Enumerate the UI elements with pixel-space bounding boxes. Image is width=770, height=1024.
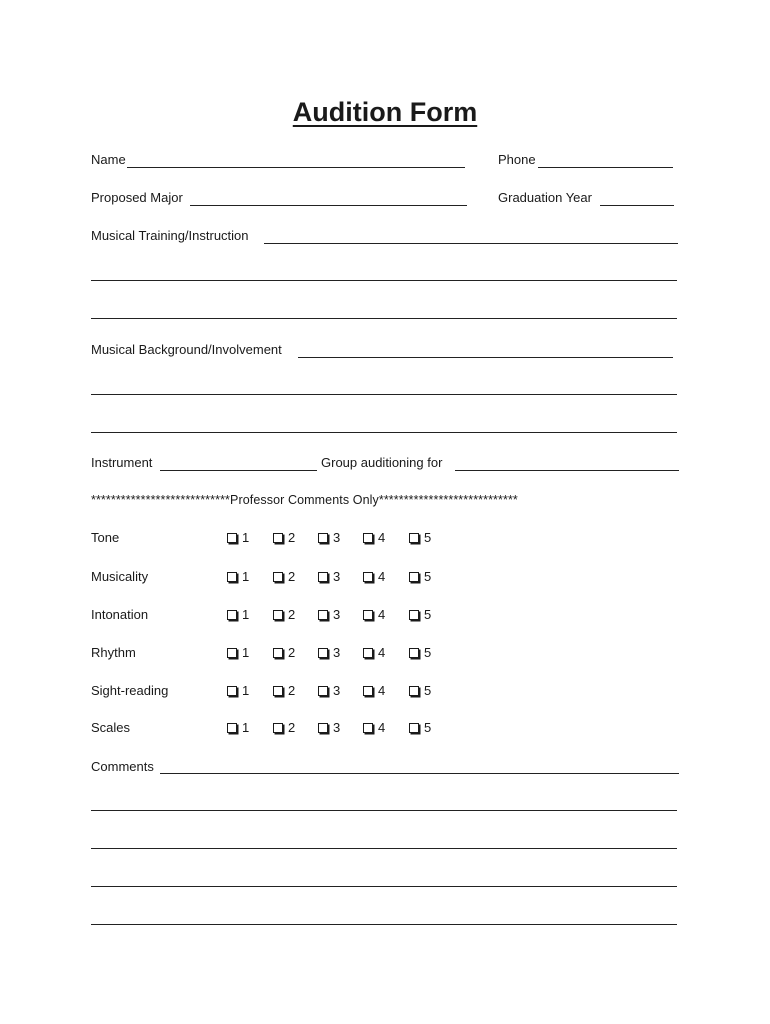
rating-label: Musicality bbox=[91, 569, 149, 584]
checkbox-icon[interactable] bbox=[363, 533, 373, 543]
instrument-line[interactable] bbox=[160, 470, 317, 471]
rating-option-label: 1 bbox=[242, 569, 250, 584]
rating-option-label: 1 bbox=[242, 683, 250, 698]
rating-option-4[interactable] bbox=[363, 720, 385, 736]
rating-option-label: 1 bbox=[242, 607, 250, 622]
rating-option-label: 5 bbox=[424, 720, 432, 735]
proposed-major-label: Proposed Major bbox=[91, 190, 183, 205]
rating-option-label: 4 bbox=[378, 720, 386, 735]
checkbox-icon[interactable] bbox=[227, 723, 237, 733]
rating-option-1[interactable] bbox=[227, 645, 249, 661]
rating-option-label: 2 bbox=[288, 607, 296, 622]
rating-option-2[interactable] bbox=[273, 530, 295, 546]
name-label: Name bbox=[91, 152, 126, 167]
rating-option-1[interactable] bbox=[227, 569, 249, 585]
rating-option-5[interactable] bbox=[409, 607, 431, 623]
rating-option-4[interactable] bbox=[363, 645, 385, 661]
checkbox-icon[interactable] bbox=[227, 648, 237, 658]
rating-label: Scales bbox=[91, 720, 131, 735]
rating-option-label: 4 bbox=[378, 530, 386, 545]
rating-option-3[interactable] bbox=[318, 683, 340, 699]
rating-option-label: 3 bbox=[333, 607, 341, 622]
rating-option-3[interactable] bbox=[318, 569, 340, 585]
comments-label: Comments bbox=[91, 759, 154, 774]
rating-option-label: 2 bbox=[288, 569, 296, 584]
checkbox-icon[interactable] bbox=[363, 648, 373, 658]
comments-line-4[interactable] bbox=[91, 886, 677, 887]
professor-comments-banner: ****************************Professor Comments Only**************************** bbox=[91, 493, 518, 507]
checkbox-icon[interactable] bbox=[227, 572, 237, 582]
rating-option-label: 3 bbox=[333, 683, 341, 698]
rating-label: Intonation bbox=[91, 607, 149, 622]
checkbox-icon[interactable] bbox=[273, 648, 283, 658]
instrument-label: Instrument bbox=[91, 455, 153, 470]
rating-option-label: 1 bbox=[242, 530, 250, 545]
checkbox-icon[interactable] bbox=[409, 648, 419, 658]
checkbox-icon[interactable] bbox=[318, 648, 328, 658]
checkbox-icon[interactable] bbox=[227, 686, 237, 696]
checkbox-icon[interactable] bbox=[318, 610, 328, 620]
rating-option-2[interactable] bbox=[273, 569, 295, 585]
checkbox-icon[interactable] bbox=[363, 610, 373, 620]
rating-option-4[interactable] bbox=[363, 683, 385, 699]
rating-option-2[interactable] bbox=[273, 683, 295, 699]
checkbox-icon[interactable] bbox=[273, 572, 283, 582]
rating-option-label: 5 bbox=[424, 607, 432, 622]
rating-option-3[interactable] bbox=[318, 720, 340, 736]
rating-option-label: 2 bbox=[288, 683, 296, 698]
musical-background-line[interactable] bbox=[298, 357, 673, 358]
rating-option-label: 3 bbox=[333, 645, 341, 660]
checkbox-icon[interactable] bbox=[409, 610, 419, 620]
rating-option-2[interactable] bbox=[273, 645, 295, 661]
rating-option-2[interactable] bbox=[273, 607, 295, 623]
checkbox-icon[interactable] bbox=[409, 533, 419, 543]
rating-option-4[interactable] bbox=[363, 569, 385, 585]
rating-label: Rhythm bbox=[91, 645, 136, 660]
rating-option-label: 5 bbox=[424, 645, 432, 660]
checkbox-icon[interactable] bbox=[318, 686, 328, 696]
checkbox-icon[interactable] bbox=[409, 723, 419, 733]
rating-option-label: 1 bbox=[242, 645, 250, 660]
rating-option-1[interactable] bbox=[227, 683, 249, 699]
checkbox-icon[interactable] bbox=[363, 686, 373, 696]
checkbox-icon[interactable] bbox=[273, 610, 283, 620]
checkbox-icon[interactable] bbox=[273, 723, 283, 733]
rating-option-label: 2 bbox=[288, 720, 296, 735]
checkbox-icon[interactable] bbox=[409, 686, 419, 696]
rating-option-3[interactable] bbox=[318, 607, 340, 623]
rating-option-5[interactable] bbox=[409, 720, 431, 736]
musical-training-line-2[interactable] bbox=[91, 280, 677, 281]
group-label: Group auditioning for bbox=[321, 455, 443, 470]
checkbox-icon[interactable] bbox=[227, 610, 237, 620]
rating-option-label: 5 bbox=[424, 569, 432, 584]
name-line[interactable] bbox=[127, 167, 465, 168]
musical-training-line[interactable] bbox=[264, 243, 678, 244]
rating-option-2[interactable] bbox=[273, 720, 295, 736]
rating-option-3[interactable] bbox=[318, 530, 340, 546]
checkbox-icon[interactable] bbox=[318, 533, 328, 543]
comments-line[interactable] bbox=[160, 773, 679, 774]
checkbox-icon[interactable] bbox=[363, 572, 373, 582]
checkbox-icon[interactable] bbox=[273, 686, 283, 696]
comments-line-5[interactable] bbox=[91, 924, 677, 925]
comments-line-3[interactable] bbox=[91, 848, 677, 849]
rating-option-label: 3 bbox=[333, 720, 341, 735]
rating-option-label: 4 bbox=[378, 683, 386, 698]
proposed-major-line[interactable] bbox=[190, 205, 467, 206]
rating-option-label: 5 bbox=[424, 530, 432, 545]
group-line[interactable] bbox=[455, 470, 679, 471]
musical-background-label: Musical Background/Involvement bbox=[91, 342, 282, 357]
phone-label: Phone bbox=[498, 152, 536, 167]
rating-label: Sight-reading bbox=[91, 683, 169, 698]
rating-option-label: 4 bbox=[378, 607, 386, 622]
checkbox-icon[interactable] bbox=[409, 572, 419, 582]
graduation-year-label: Graduation Year bbox=[498, 190, 592, 205]
checkbox-icon[interactable] bbox=[227, 533, 237, 543]
rating-option-label: 4 bbox=[378, 569, 386, 584]
rating-option-label: 2 bbox=[288, 645, 296, 660]
musical-training-line-3[interactable] bbox=[91, 318, 677, 319]
rating-option-label: 1 bbox=[242, 720, 250, 735]
rating-option-4[interactable] bbox=[363, 530, 385, 546]
checkbox-icon[interactable] bbox=[318, 723, 328, 733]
rating-option-5[interactable] bbox=[409, 530, 431, 546]
rating-option-3[interactable] bbox=[318, 645, 340, 661]
phone-line[interactable] bbox=[538, 167, 673, 168]
rating-option-label: 3 bbox=[333, 569, 341, 584]
rating-label: Tone bbox=[91, 530, 120, 545]
musical-training-label: Musical Training/Instruction bbox=[91, 228, 249, 243]
rating-option-1[interactable] bbox=[227, 720, 249, 736]
rating-option-5[interactable] bbox=[409, 683, 431, 699]
rating-option-label: 2 bbox=[288, 530, 296, 545]
rating-option-4[interactable] bbox=[363, 607, 385, 623]
rating-option-5[interactable] bbox=[409, 569, 431, 585]
checkbox-icon[interactable] bbox=[318, 572, 328, 582]
rating-option-label: 4 bbox=[378, 645, 386, 660]
rating-option-5[interactable] bbox=[409, 645, 431, 661]
rating-option-1[interactable] bbox=[227, 607, 249, 623]
rating-option-label: 3 bbox=[333, 530, 341, 545]
musical-background-line-3[interactable] bbox=[91, 432, 677, 433]
musical-background-line-2[interactable] bbox=[91, 394, 677, 395]
comments-line-2[interactable] bbox=[91, 810, 677, 811]
checkbox-icon[interactable] bbox=[363, 723, 373, 733]
rating-option-1[interactable] bbox=[227, 530, 249, 546]
checkbox-icon[interactable] bbox=[273, 533, 283, 543]
rating-option-label: 5 bbox=[424, 683, 432, 698]
form-title: Audition Form bbox=[292, 97, 478, 127]
graduation-year-line[interactable] bbox=[600, 205, 674, 206]
